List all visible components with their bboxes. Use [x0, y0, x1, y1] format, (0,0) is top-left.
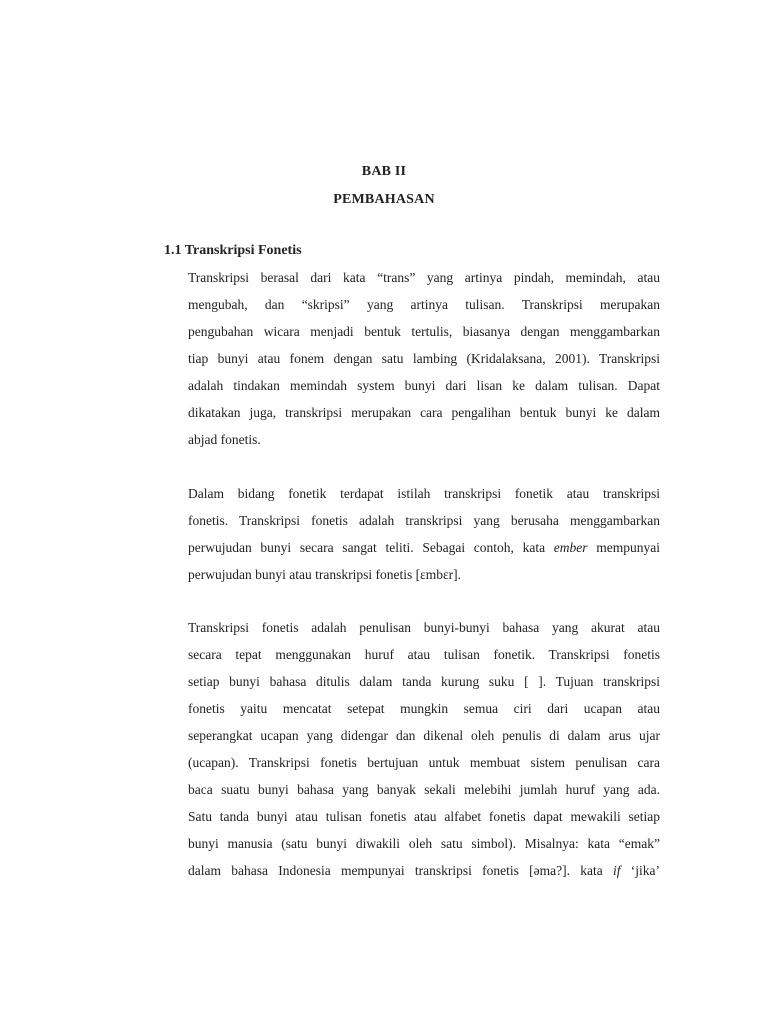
paragraph-line: mengubah, dan “skripsi” yang artinya tulisan. Transkripsi merupakan: [188, 297, 660, 312]
line-text: mempunyai: [587, 540, 660, 555]
paragraph-line-with-italic: [188, 534, 660, 561]
paragraph-line: fonetis yaitu mencatat setepat mungkin semua ciri dari ucapan atau: [188, 701, 660, 716]
paragraph-line: pengubahan wicara menjadi bentuk tertulis, biasanya dengan menggambarkan: [188, 324, 660, 339]
italic-term: ember: [553, 540, 588, 555]
paragraph-line: setiap bunyi bahasa ditulis dalam tanda kurung suku [ ]. Tujuan transkripsi: [188, 674, 660, 689]
line-text: dalam bahasa Indonesia mempunyai transkripsi fonetis [əma?]. kata: [188, 863, 613, 878]
paragraph-line: (ucapan). Transkripsi fonetis bertujuan untuk membuat sistem penulisan cara: [188, 755, 660, 770]
paragraph-1: [188, 264, 660, 453]
line-text: ‘jika’: [620, 863, 660, 878]
paragraph-line: abjad fonetis.: [188, 432, 261, 447]
chapter-number: BAB II: [361, 164, 407, 179]
paragraph-line: adalah tindakan memindah system bunyi dari lisan ke dalam tulisan. Dapat: [188, 378, 660, 393]
paragraph-line: Dalam bidang fonetik terdapat istilah transkripsi fonetik atau transkripsi: [188, 486, 660, 501]
paragraph-line: seperangkat ucapan yang didengar dan dikenal oleh penulis di dalam arus ujar: [188, 728, 660, 743]
paragraph-line: bunyi manusia (satu bunyi diwakili oleh satu simbol). Misalnya: kata “emak”: [188, 836, 660, 851]
paragraph-line: Transkripsi fonetis adalah penulisan bunyi-bunyi bahasa yang akurat atau: [188, 620, 660, 635]
paragraph-line: tiap bunyi atau fonem dengan satu lambing (Kridalaksana, 2001). Transkripsi: [188, 351, 660, 366]
italic-term: if: [612, 863, 621, 878]
paragraph-line: dikatakan juga, transkripsi merupakan cara pengalihan bentuk bunyi ke dalam: [188, 405, 660, 420]
paragraph-line-with-italic: [188, 857, 660, 884]
paragraph-line: Transkripsi berasal dari kata “trans” yang artinya pindah, memindah, atau: [188, 270, 660, 285]
paragraph-line: baca suatu bunyi bahasa yang banyak sekali melebihi jumlah huruf yang ada.: [188, 782, 660, 797]
section-heading: 1.1 Transkripsi Fonetis: [164, 243, 302, 258]
paragraph-2: [188, 480, 660, 588]
paragraph-line: secara tepat menggunakan huruf atau tulisan fonetik. Transkripsi fonetis: [188, 647, 660, 662]
paragraph-line: fonetis. Transkripsi fonetis adalah transkripsi yang berusaha menggambarkan: [188, 513, 660, 528]
chapter-title: PEMBAHASAN: [333, 192, 435, 207]
paragraph-3: [188, 614, 660, 884]
paragraph-line: Satu tanda bunyi atau tulisan fonetis atau alfabet fonetis dapat mewakili setiap: [188, 809, 660, 824]
paragraph-line: perwujudan bunyi atau transkripsi fonetis [ɛmbɛr].: [188, 567, 462, 582]
line-text: perwujudan bunyi secara sangat teliti. Sebagai contoh, kata: [188, 540, 554, 555]
